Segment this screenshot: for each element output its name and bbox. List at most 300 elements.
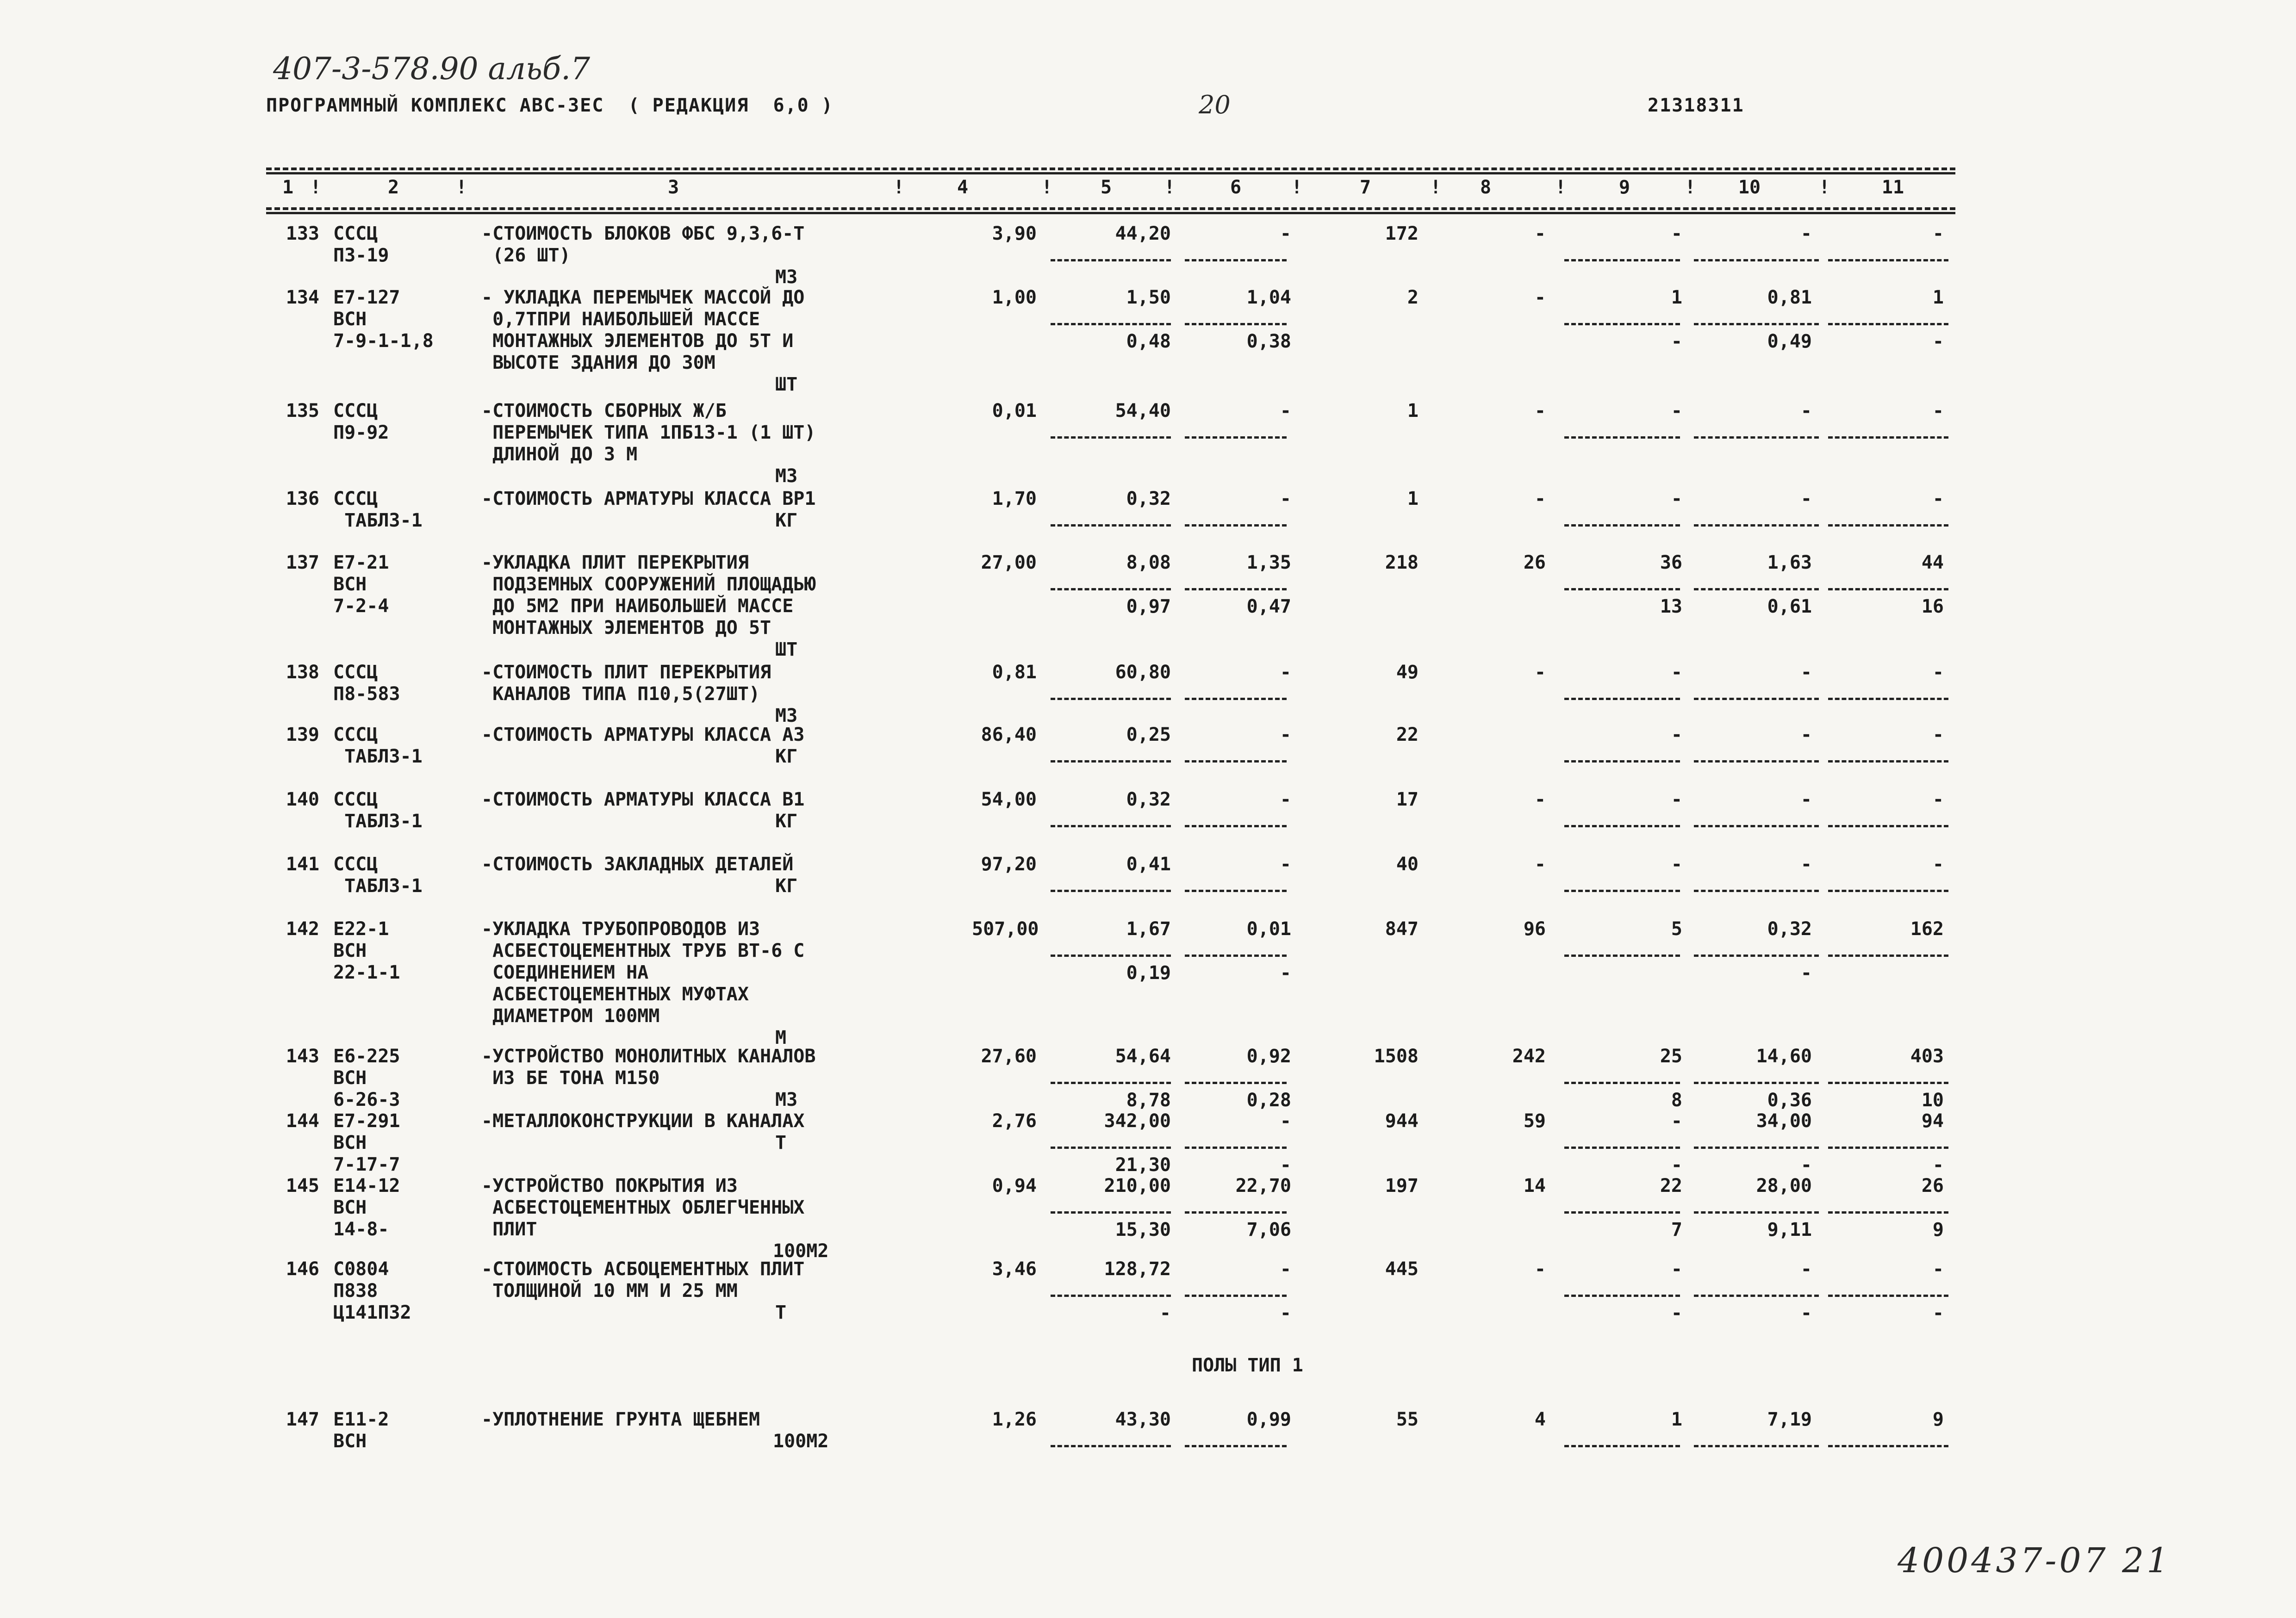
labour-unit-machine: - [1800, 1302, 1812, 1324]
quantity: 1,26 [992, 1409, 1037, 1430]
labour-unit: - [1800, 789, 1812, 810]
work-description: -СТОИМОСТЬ ПЛИТ ПЕРЕКРЫТИЯ КАНАЛОВ ТИПА П10,5(27ШТ) [481, 662, 772, 705]
subtotal-rule [1564, 524, 1680, 527]
quantity: 1,00 [992, 287, 1037, 308]
unit-cost: 44,20 [1115, 223, 1171, 244]
subtotal-rule [1051, 436, 1171, 439]
subtotal-rule [1185, 524, 1287, 527]
total-cost: 22 [1396, 724, 1419, 745]
total-cost: 1 [1407, 400, 1419, 422]
subtotal-rule [1051, 698, 1171, 700]
work-description: -СТОИМОСТЬ АРМАТУРЫ КЛАССА ВР1 [481, 488, 816, 509]
machine-total: 22 [1660, 1175, 1682, 1196]
header-bottom-rule-2 [266, 212, 1955, 214]
quantity: 0,81 [992, 662, 1037, 683]
handwritten-document-code: 407-3-578.90 альб.7 [273, 51, 591, 87]
machine-cost-wages: 0,38 [1246, 331, 1291, 352]
machine-total-wages: 8 [1671, 1090, 1682, 1111]
unit-cost: 0,41 [1126, 854, 1171, 875]
row-number: 143 [286, 1046, 319, 1067]
subtotal-rule [1694, 1211, 1819, 1214]
labour-unit: - [1800, 1258, 1812, 1280]
subtotal-rule [1828, 760, 1948, 763]
subtotal-rule [1564, 259, 1680, 261]
row-number: 136 [286, 488, 319, 509]
subtotal-rule [1051, 825, 1171, 827]
unit-of-measure: М3 [775, 705, 798, 726]
work-description: -СТОИМОСТЬ ЗАКЛАДНЫХ ДЕТАЛЕЙ [481, 854, 794, 875]
subtotal-rule [1694, 323, 1819, 325]
machine-total: 36 [1660, 552, 1682, 573]
total-cost: 1 [1407, 488, 1419, 509]
machine-total: 1 [1671, 1409, 1682, 1430]
row-number: 137 [286, 552, 319, 573]
machine-cost: - [1280, 789, 1291, 810]
column-header-4: 4 [957, 177, 969, 198]
machine-cost: - [1280, 1258, 1291, 1280]
quantity: 86,40 [981, 724, 1037, 745]
wages-total: 96 [1523, 918, 1546, 940]
rate-code: Е6-225 ВСН 6-26-3 [333, 1046, 400, 1110]
work-description: -УПЛОТНЕНИЕ ГРУНТА ЩЕБНЕМ [481, 1409, 760, 1430]
column-separator: ! [1430, 177, 1442, 198]
work-description: -СТОИМОСТЬ АСБОЦЕМЕНТНЫХ ПЛИТ ТОЛЩИНОЙ 10 ММ И 25 ММ [481, 1258, 805, 1302]
subtotal-rule [1694, 1082, 1819, 1084]
quantity: 1,70 [992, 488, 1037, 509]
quantity: 97,20 [981, 854, 1037, 875]
labour-unit: - [1800, 488, 1812, 509]
subtotal-rule [1185, 259, 1287, 261]
subtotal-rule [1564, 890, 1680, 892]
work-description: -УКЛАДКА ТРУБОПРОВОДОВ ИЗ АСБЕСТОЦЕМЕНТНЫХ ТРУБ ВТ-6 С СОЕДИНЕНИЕМ НА АСБЕСТОЦЕМЕНТНЫХ МУФТАХ ДИАМЕТРОМ 100ММ [481, 918, 805, 1027]
unit-cost-wages: 15,30 [1115, 1219, 1171, 1240]
labour-total: 9 [1932, 1409, 1944, 1430]
labour-unit-machine: 0,49 [1767, 331, 1812, 352]
unit-cost: 8,08 [1126, 552, 1171, 573]
labour-total: 26 [1921, 1175, 1944, 1196]
total-cost: 847 [1385, 918, 1419, 940]
labour-total: 94 [1921, 1110, 1944, 1132]
subtotal-rule [1828, 588, 1948, 590]
subtotal-rule [1694, 698, 1819, 700]
quantity: 27,00 [981, 552, 1037, 573]
work-description: -СТОИМОСТЬ АРМАТУРЫ КЛАССА А3 [481, 724, 805, 745]
wages-total: - [1534, 1258, 1546, 1280]
subtotal-rule [1185, 588, 1287, 590]
work-description: -УСТРОЙСТВО ПОКРЫТИЯ ИЗ АСБЕСТОЦЕМЕНТНЫХ ОБЛЕГЧЕННЫХ ПЛИТ [481, 1175, 805, 1240]
rate-code: Е7-291 ВСН 7-17-7 [333, 1110, 400, 1175]
row-number: 135 [286, 400, 319, 422]
subtotal-rule [1185, 1082, 1287, 1084]
machine-cost: - [1280, 400, 1291, 422]
handwritten-page-number: 20 [1199, 90, 1231, 119]
column-header-7: 7 [1359, 177, 1371, 198]
subtotal-rule [1828, 698, 1948, 700]
total-cost: 1508 [1374, 1046, 1419, 1067]
subtotal-rule [1694, 955, 1819, 957]
unit-cost: 210,00 [1104, 1175, 1171, 1196]
total-cost: 197 [1385, 1175, 1419, 1196]
subtotal-rule [1051, 524, 1171, 527]
machine-cost: - [1280, 1110, 1291, 1132]
total-cost: 17 [1396, 789, 1419, 810]
column-header-11: 11 [1881, 177, 1904, 198]
subtotal-rule [1828, 1211, 1948, 1214]
work-description: -СТОИМОСТЬ СБОРНЫХ Ж/Б ПЕРЕМЫЧЕК ТИПА 1ПБ13-1 (1 ШТ) ДЛИНОЙ ДО 3 М [481, 400, 816, 465]
rate-code: СССЦ ТАБЛ3-1 [333, 488, 423, 531]
row-number: 133 [286, 223, 319, 244]
unit-cost-wages: 8,78 [1126, 1090, 1171, 1111]
machine-total: - [1671, 400, 1682, 422]
labour-unit: - [1800, 724, 1812, 745]
labour-unit: - [1800, 223, 1812, 244]
subtotal-rule [1564, 1147, 1680, 1149]
labour-unit-machine: 0,36 [1767, 1090, 1812, 1111]
row-number: 138 [286, 662, 319, 683]
machine-total: - [1671, 662, 1682, 683]
subtotal-rule [1185, 1211, 1287, 1214]
subtotal-rule [1564, 1082, 1680, 1084]
quantity: 3,90 [992, 223, 1037, 244]
machine-cost: 0,92 [1246, 1046, 1291, 1067]
machine-total: - [1671, 854, 1682, 875]
column-separator: ! [1041, 177, 1053, 198]
rate-code: СССЦ П9-92 [333, 400, 389, 443]
unit-cost: 1,50 [1126, 287, 1171, 308]
document-id: 21318311 [1648, 95, 1744, 116]
subtotal-rule [1185, 436, 1287, 439]
row-number: 140 [286, 789, 319, 810]
column-header-3: 3 [667, 177, 679, 198]
labour-total: - [1932, 662, 1944, 683]
unit-of-measure: М [775, 1027, 787, 1048]
subtotal-rule [1185, 698, 1287, 700]
subtotal-rule [1564, 436, 1680, 439]
column-separator: ! [310, 177, 322, 198]
subtotal-rule [1694, 825, 1819, 827]
labour-total-machine: - [1932, 331, 1944, 352]
work-description: -УКЛАДКА ПЛИТ ПЕРЕКРЫТИЯ ПОДЗЕМНЫХ СООРУЖЕНИЙ ПЛОЩАДЬЮ ДО 5М2 ПРИ НАИБОЛЬШЕЙ МАССЕ МОНТАЖНЫХ ЭЛЕМЕНТОВ ДО 5Т [481, 552, 816, 639]
wages-total: - [1534, 400, 1546, 422]
wages-total: 26 [1523, 552, 1546, 573]
column-separator: ! [893, 177, 905, 198]
unit-of-measure: ШТ [775, 639, 798, 660]
row-number: 147 [286, 1409, 319, 1430]
column-header-1: 1 [282, 177, 294, 198]
row-number: 139 [286, 724, 319, 745]
machine-total: 5 [1671, 918, 1682, 940]
machine-total: - [1671, 488, 1682, 509]
row-number: 144 [286, 1110, 319, 1132]
subtotal-rule [1828, 323, 1948, 325]
rate-code: Е11-2 ВСН [333, 1409, 389, 1452]
wages-total: - [1534, 287, 1546, 308]
work-description: -СТОИМОСТЬ АРМАТУРЫ КЛАССА В1 [481, 789, 805, 810]
subtotal-rule [1564, 1211, 1680, 1214]
subtotal-rule [1564, 1445, 1680, 1447]
quantity: 3,46 [992, 1258, 1037, 1280]
unit-cost: 0,25 [1126, 724, 1171, 745]
subtotal-rule [1051, 1147, 1171, 1149]
machine-cost: 1,35 [1246, 552, 1291, 573]
header-top-rule-2 [266, 172, 1955, 174]
subtotal-rule [1828, 955, 1948, 957]
rate-code: СССЦ ТАБЛ3-1 [333, 789, 423, 832]
machine-cost-wages: 0,28 [1246, 1090, 1291, 1111]
rate-code: СССЦ П8-583 [333, 662, 400, 705]
quantity: 27,60 [981, 1046, 1037, 1067]
unit-of-measure: КГ [775, 746, 798, 767]
labour-total: - [1932, 488, 1944, 509]
machine-total-wages: - [1671, 1154, 1682, 1176]
unit-of-measure: КГ [775, 510, 798, 531]
unit-of-measure: Т [775, 1132, 787, 1153]
rate-code: СССЦ ТАБЛ3-1 [333, 724, 423, 767]
row-number: 134 [286, 287, 319, 308]
subtotal-rule [1694, 436, 1819, 439]
subtotal-rule [1828, 1082, 1948, 1084]
subtotal-rule [1694, 1147, 1819, 1149]
unit-of-measure: ШТ [775, 374, 798, 395]
rate-code: Е14-12 ВСН 14-8- [333, 1175, 400, 1240]
work-description: -МЕТАЛЛОКОНСТРУКЦИИ В КАНАЛАХ [481, 1110, 805, 1132]
labour-unit: 7,19 [1767, 1409, 1812, 1430]
subtotal-rule [1564, 760, 1680, 763]
machine-total: - [1671, 789, 1682, 810]
total-cost: 172 [1385, 223, 1419, 244]
wages-total: - [1534, 223, 1546, 244]
unit-of-measure: КГ [775, 875, 798, 897]
rate-code: Е7-21 ВСН 7-2-4 [333, 552, 389, 617]
rate-code: СССЦ П3-19 [333, 223, 389, 266]
labour-total: - [1932, 223, 1944, 244]
wages-total: 14 [1523, 1175, 1546, 1196]
machine-cost: - [1280, 724, 1291, 745]
subtotal-rule [1694, 1295, 1819, 1297]
column-separator: ! [1819, 177, 1830, 198]
wages-total: - [1534, 854, 1546, 875]
subtotal-rule [1828, 890, 1948, 892]
labour-total: 162 [1910, 918, 1944, 940]
subtotal-rule [1185, 955, 1287, 957]
unit-cost: 128,72 [1104, 1258, 1171, 1280]
total-cost: 2 [1407, 287, 1419, 308]
subtotal-rule [1051, 1295, 1171, 1297]
subtotal-rule [1051, 323, 1171, 325]
row-number: 141 [286, 854, 319, 875]
subtotal-rule [1564, 955, 1680, 957]
unit-of-measure: 100М2 [773, 1431, 829, 1452]
unit-cost: 54,64 [1115, 1046, 1171, 1067]
machine-cost-wages: - [1280, 962, 1291, 984]
subtotal-rule [1828, 1295, 1948, 1297]
machine-total: - [1671, 1258, 1682, 1280]
work-description: - УКЛАДКА ПЕРЕМЫЧЕК МАССОЙ ДО 0,7ТПРИ НАИБОЛЬШЕЙ МАССЕ МОНТАЖНЫХ ЭЛЕМЕНТОВ ДО 5Т И ВЫСОТЕ ЗДАНИЯ ДО 30М [481, 287, 805, 373]
column-separator: ! [456, 177, 467, 198]
unit-cost: 0,32 [1126, 488, 1171, 509]
quantity: 0,01 [992, 400, 1037, 422]
subtotal-rule [1564, 698, 1680, 700]
labour-total: 403 [1910, 1046, 1944, 1067]
labour-unit: 34,00 [1756, 1110, 1812, 1132]
rate-code: Е22-1 ВСН 22-1-1 [333, 918, 400, 983]
machine-cost: - [1280, 854, 1291, 875]
subtotal-rule [1564, 825, 1680, 827]
wages-total: - [1534, 662, 1546, 683]
labour-unit-machine: - [1800, 962, 1812, 984]
labour-unit: 28,00 [1756, 1175, 1812, 1196]
column-separator: ! [1291, 177, 1303, 198]
work-description: -СТОИМОСТЬ БЛОКОВ ФБС 9,3,6-Т (26 ШТ) [481, 223, 805, 266]
machine-cost: - [1280, 662, 1291, 683]
machine-cost: 22,70 [1235, 1175, 1291, 1196]
total-cost: 445 [1385, 1258, 1419, 1280]
machine-cost-wages: 0,47 [1246, 596, 1291, 617]
labour-total: 1 [1932, 287, 1944, 308]
subtotal-rule [1051, 1445, 1171, 1447]
subtotal-rule [1564, 1295, 1680, 1297]
handwritten-sheet-number: 400437-07 21 [1898, 1541, 2172, 1581]
total-cost: 218 [1385, 552, 1419, 573]
subtotal-rule [1694, 259, 1819, 261]
quantity: 2,76 [992, 1110, 1037, 1132]
subtotal-rule [1185, 1445, 1287, 1447]
machine-cost-wages: - [1280, 1154, 1291, 1176]
unit-cost-wages: 0,19 [1126, 962, 1171, 984]
labour-unit: - [1800, 662, 1812, 683]
machine-cost: 0,99 [1246, 1409, 1291, 1430]
subtotal-rule [1051, 760, 1171, 763]
labour-total-machine: 10 [1921, 1090, 1944, 1111]
labour-total: 44 [1921, 552, 1944, 573]
unit-cost-wages: 0,97 [1126, 596, 1171, 617]
machine-total-wages: 7 [1671, 1219, 1682, 1240]
labour-total: - [1932, 1258, 1944, 1280]
subtotal-rule [1051, 1082, 1171, 1084]
unit-cost: 43,30 [1115, 1409, 1171, 1430]
unit-cost-wages: 0,48 [1126, 331, 1171, 352]
subtotal-rule [1185, 1295, 1287, 1297]
machine-total: 1 [1671, 287, 1682, 308]
machine-total-wages: - [1671, 1302, 1682, 1324]
program-header: ПРОГРАММНЫЙ КОМПЛЕКС АВС-3ЕС ( РЕДАКЦИЯ 6,0 ) [266, 95, 834, 116]
labour-unit: 0,32 [1767, 918, 1812, 940]
total-cost: 944 [1385, 1110, 1419, 1132]
subtotal-rule [1051, 890, 1171, 892]
column-separator: ! [1685, 177, 1696, 198]
subtotal-rule [1185, 323, 1287, 325]
quantity: 507,00 [972, 918, 1039, 940]
total-cost: 49 [1396, 662, 1419, 683]
machine-cost-wages: - [1280, 1302, 1291, 1324]
column-header-10: 10 [1738, 177, 1761, 198]
row-number: 145 [286, 1175, 319, 1196]
total-cost: 40 [1396, 854, 1419, 875]
labour-total-machine: 9 [1932, 1219, 1944, 1240]
column-separator: ! [1555, 177, 1567, 198]
subtotal-rule [1051, 259, 1171, 261]
row-number: 146 [286, 1258, 319, 1280]
wages-total: 242 [1512, 1046, 1546, 1067]
subtotal-rule [1051, 588, 1171, 590]
quantity: 0,94 [992, 1175, 1037, 1196]
unit-cost: 0,32 [1126, 789, 1171, 810]
wages-total: - [1534, 789, 1546, 810]
subtotal-rule [1694, 524, 1819, 527]
machine-total-wages: - [1671, 331, 1682, 352]
column-header-2: 2 [387, 177, 399, 198]
labour-total: - [1932, 400, 1944, 422]
subtotal-rule [1185, 760, 1287, 763]
column-header-9: 9 [1618, 177, 1630, 198]
unit-cost-wages: 21,30 [1115, 1154, 1171, 1176]
machine-cost: - [1280, 223, 1291, 244]
subtotal-rule [1828, 524, 1948, 527]
column-header-6: 6 [1230, 177, 1242, 198]
machine-cost-wages: 7,06 [1246, 1219, 1291, 1240]
subtotal-rule [1828, 1147, 1948, 1149]
subtotal-rule [1185, 1147, 1287, 1149]
quantity: 54,00 [981, 789, 1037, 810]
labour-unit: 0,81 [1767, 287, 1812, 308]
labour-total-machine: - [1932, 1154, 1944, 1176]
subtotal-rule [1694, 890, 1819, 892]
subtotal-rule [1694, 588, 1819, 590]
machine-total: - [1671, 1110, 1682, 1132]
unit-cost-wages: - [1159, 1302, 1171, 1324]
column-header-8: 8 [1480, 177, 1492, 198]
subtotal-rule [1828, 436, 1948, 439]
subtotal-rule [1185, 825, 1287, 827]
labour-total: - [1932, 789, 1944, 810]
unit-cost: 54,40 [1115, 400, 1171, 422]
header-top-rule [266, 167, 1955, 170]
subtotal-rule [1828, 1445, 1948, 1447]
column-separator: ! [1164, 177, 1176, 198]
section-title: ПОЛЫ ТИП 1 [1192, 1355, 1303, 1376]
header-bottom-rule [266, 207, 1955, 210]
labour-unit: - [1800, 400, 1812, 422]
total-cost: 55 [1396, 1409, 1419, 1430]
rate-code: С0804 П838 Ц141П32 [333, 1258, 411, 1323]
row-number: 142 [286, 918, 319, 940]
labour-total: - [1932, 854, 1944, 875]
labour-total-machine: - [1932, 1302, 1944, 1324]
labour-unit-machine: - [1800, 1154, 1812, 1176]
unit-of-measure: КГ [775, 811, 798, 832]
labour-unit: 1,63 [1767, 552, 1812, 573]
labour-unit-machine: 9,11 [1767, 1219, 1812, 1240]
unit-of-measure: М3 [775, 267, 798, 288]
machine-cost: - [1280, 488, 1291, 509]
unit-of-measure: Т [775, 1302, 787, 1323]
subtotal-rule [1051, 955, 1171, 957]
labour-unit: - [1800, 854, 1812, 875]
wages-total: - [1534, 488, 1546, 509]
labour-unit-machine: 0,61 [1767, 596, 1812, 617]
labour-total: - [1932, 724, 1944, 745]
subtotal-rule [1564, 323, 1680, 325]
subtotal-rule [1694, 1445, 1819, 1447]
labour-total-machine: 16 [1921, 596, 1944, 617]
work-description: -УСТРОЙСТВО МОНОЛИТНЫХ КАНАЛОВ ИЗ БЕ ТОНА М150 [481, 1046, 816, 1089]
unit-of-measure: М3 [775, 465, 798, 487]
machine-cost: 1,04 [1246, 287, 1291, 308]
subtotal-rule [1564, 588, 1680, 590]
subtotal-rule [1828, 825, 1948, 827]
rate-code: Е7-127 ВСН 7-9-1-1,8 [333, 287, 434, 352]
unit-cost: 342,00 [1104, 1110, 1171, 1132]
